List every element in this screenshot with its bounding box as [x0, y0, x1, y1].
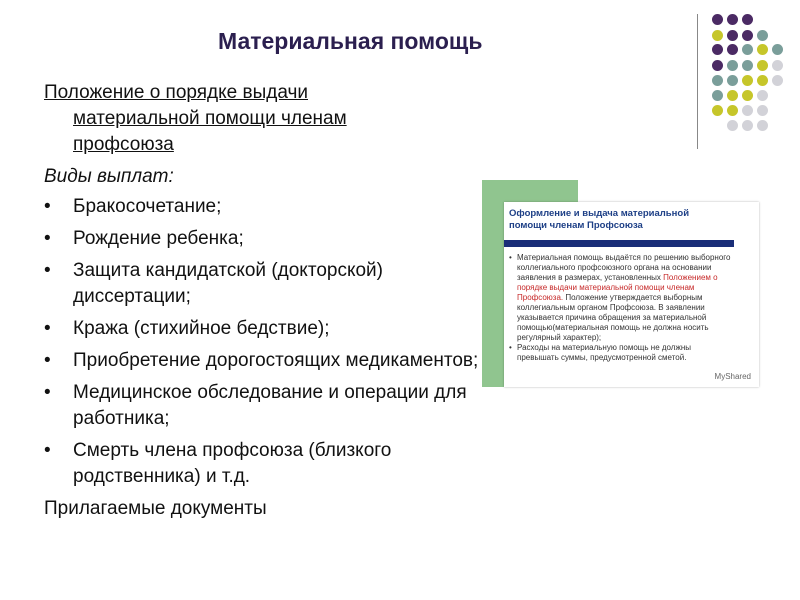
dot [757, 90, 768, 101]
dot [727, 60, 738, 71]
thumbnail-paragraph: • Материальная помощь выдаётся по решению выборного коллегиального профсоюзного органа на основании заявления в размерах, установленных Положением о порядке выдачи материальной помощи членам Профсоюза. Положение утверждается выборным коллегиальным органом Профсоюза. В заявлении указывается причина обращения за материальной помощью(материальная помощь не должна носить регулярный характер); [509, 253, 734, 343]
regulation-link-line1[interactable]: Положение о порядке выдачи [44, 82, 308, 103]
list-item: • Приобретение дорогостоящих медикаментов; [44, 348, 504, 374]
dot [757, 44, 768, 55]
dot [757, 60, 768, 71]
dot [742, 60, 753, 71]
bullet-icon: • [44, 260, 51, 281]
list-item: • Бракосочетание; [44, 194, 504, 220]
attached-documents-link[interactable]: Прилагаемые документы [44, 498, 267, 519]
dot [742, 44, 753, 55]
myshared-watermark: MyShared [714, 372, 751, 381]
bullet-icon: • [44, 196, 51, 217]
dot [742, 105, 753, 116]
dot [772, 60, 783, 71]
dot [727, 14, 738, 25]
dot [742, 30, 753, 41]
regulation-link[interactable] [44, 80, 504, 158]
list-item: • Кража (стихийное бедствие); [44, 316, 504, 342]
bullet-icon: • [44, 228, 51, 249]
dot [712, 44, 723, 55]
payment-types-list [44, 194, 504, 490]
bullet-icon: • [44, 382, 51, 403]
dot [712, 14, 723, 25]
slide-content [44, 80, 504, 522]
dot [727, 30, 738, 41]
dot [727, 75, 738, 86]
dot [727, 105, 738, 116]
bullet-icon: • [44, 318, 51, 339]
dot [727, 120, 738, 131]
dot [712, 30, 723, 41]
thumbnail-bar [504, 240, 734, 247]
bullet-icon: • [44, 440, 51, 461]
thumbnail-card [504, 202, 759, 387]
thumbnail-paragraph: • Расходы на материальную помощь не должны превышать суммы, предусмотренной сметой. [509, 343, 734, 363]
dot [742, 14, 753, 25]
dot [712, 105, 723, 116]
bullet-icon: • [44, 350, 51, 371]
dot [742, 90, 753, 101]
thumbnail-title: Оформление и выдача материальной помощи членам Профсоюза [509, 208, 690, 231]
dot [742, 120, 753, 131]
list-item: • Медицинское обследование и операции для работника; [44, 382, 467, 429]
dot [712, 75, 723, 86]
dot [712, 60, 723, 71]
slide-title: Материальная помощь [218, 28, 483, 54]
dot [757, 30, 768, 41]
dot [757, 75, 768, 86]
dot [727, 44, 738, 55]
thumbnail-body [509, 253, 734, 363]
dot [742, 75, 753, 86]
decorative-divider [697, 14, 698, 149]
dot [772, 75, 783, 86]
regulation-link-line2[interactable]: материальной помощи членам [73, 108, 347, 129]
dot [772, 44, 783, 55]
dot [757, 105, 768, 116]
dot [727, 90, 738, 101]
list-item: • Защита кандидатской (докторской) диссертации; [44, 260, 383, 307]
dot [712, 90, 723, 101]
payment-types-label: Виды выплат: [44, 166, 174, 187]
slide-thumbnail-image [482, 180, 760, 390]
list-item: • Рождение ребенка; [44, 226, 504, 252]
regulation-link-line3[interactable]: профсоюза [73, 134, 174, 155]
list-item: • Смерть члена профсоюза (близкого родственника) и т.д. [44, 440, 392, 487]
dot [757, 120, 768, 131]
